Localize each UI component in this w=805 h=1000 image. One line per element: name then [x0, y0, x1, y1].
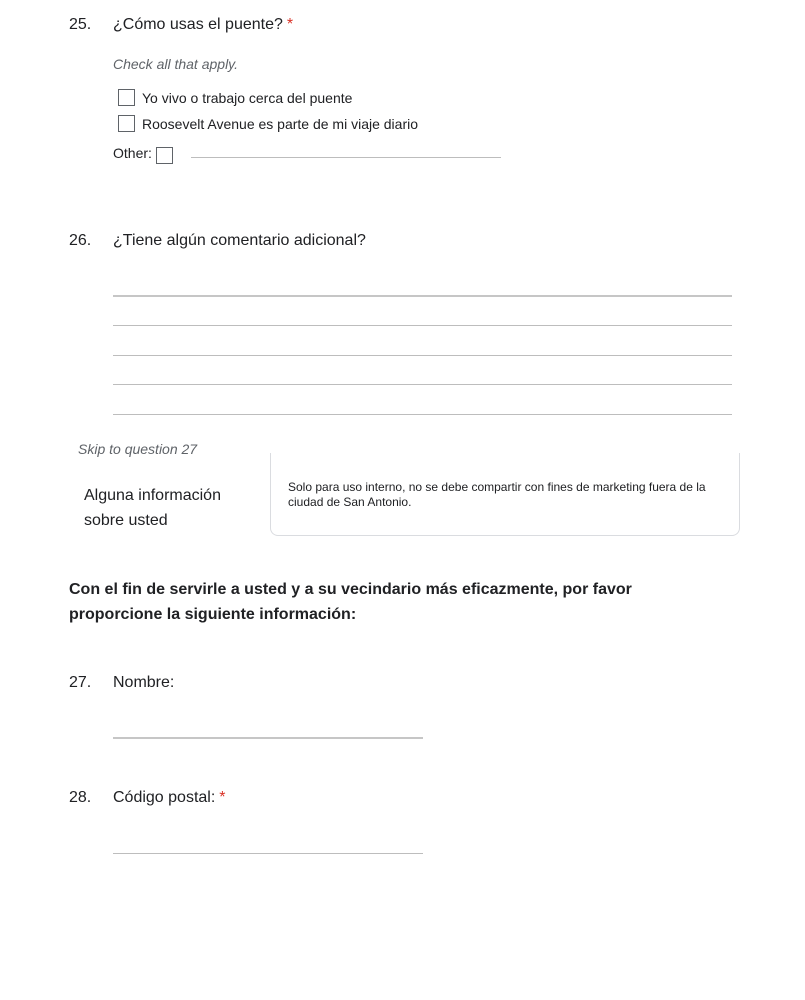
section-paragraph: Con el fin de servirle a usted y a su vecindario más eficazmente, por favor proporcione la siguiente información: [69, 581, 632, 623]
required-asterisk: * [286, 16, 294, 33]
postal-code-input[interactable] [113, 853, 423, 854]
option-other[interactable] [113, 141, 180, 164]
question-text: Código postal: [113, 789, 216, 806]
checkbox[interactable] [118, 115, 135, 132]
other-checkbox[interactable] [156, 147, 173, 164]
question-text: Nombre: [113, 674, 175, 691]
question-number: 25. [69, 16, 92, 33]
required-asterisk: * [219, 789, 226, 806]
question-number: 27. [69, 674, 92, 691]
question-25-title [69, 16, 293, 34]
question-text: ¿Tiene algún comentario adicional? [113, 232, 366, 249]
other-label: Other: [113, 144, 152, 161]
option-label: Yo vivo o trabajo cerca del puente [142, 89, 353, 106]
question-28-title [69, 789, 226, 807]
section-note: Solo para uso interno, no se debe compartir con fines de marketing fuera de la ciudad de San Antonio. [288, 480, 706, 509]
other-text-field[interactable] [191, 157, 501, 158]
check-all-hint: Check all that apply. [113, 56, 239, 72]
section-title: Alguna información sobre usted [84, 487, 221, 529]
textarea-line [113, 295, 732, 297]
question-number: 28. [69, 789, 92, 806]
textarea-line [113, 414, 732, 415]
question-26-title [69, 232, 366, 250]
textarea-line [113, 384, 732, 385]
section-note-box [270, 453, 740, 536]
option-1[interactable] [118, 89, 352, 106]
option-2[interactable] [118, 115, 418, 132]
question-number: 26. [69, 232, 92, 249]
name-input[interactable] [113, 737, 423, 739]
textarea-line [113, 325, 732, 326]
question-27-title [69, 674, 174, 692]
checkbox[interactable] [118, 89, 135, 106]
question-text: ¿Cómo usas el puente? [113, 16, 283, 33]
textarea-line [113, 355, 732, 356]
option-label: Roosevelt Avenue es parte de mi viaje diario [142, 115, 419, 132]
skip-instruction: Skip to question 27 [78, 441, 198, 457]
